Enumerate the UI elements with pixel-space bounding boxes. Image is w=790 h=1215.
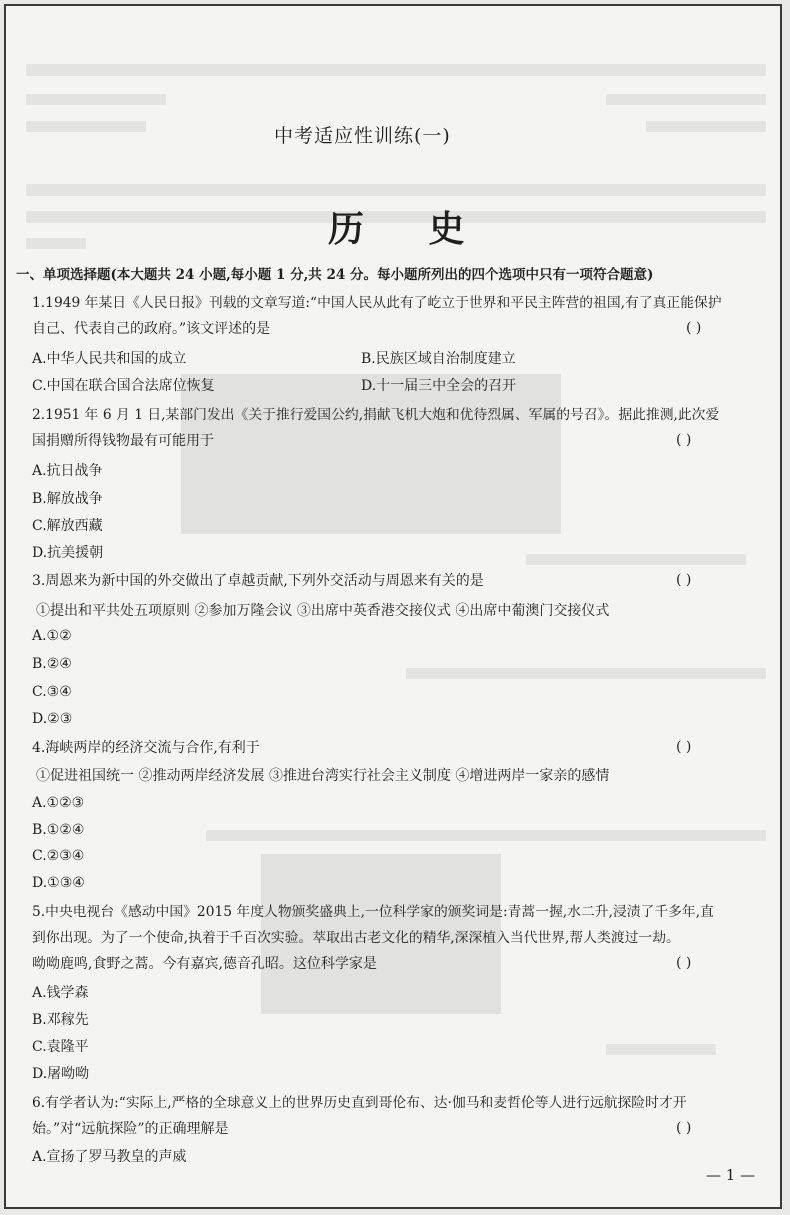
question-1-stem: 1.1949 年某日《人民日报》刊载的文章写道:“中国人民从此有了屹立于世界和平民主阵营的祖国,有了真正能保护 <box>32 295 722 311</box>
question-6-stem: 始。”对“远航探险”的正确理解是 <box>32 1121 229 1137</box>
page-number: — 1 — <box>706 1166 756 1184</box>
exam-page <box>4 4 782 1209</box>
option-c: C.②③④ <box>32 848 85 864</box>
question-5-stem: 5.中央电视台《感动中国》2015 年度人物颁奖盛典上,一位科学家的颁奖词是:青蒿一握,水二升,浸渍了千多年,直 <box>32 904 714 920</box>
answer-bracket: ( ) <box>676 432 692 448</box>
option-a: A.抗日战争 <box>32 463 103 479</box>
option-d: D.十一届三中全会的召开 <box>361 378 517 394</box>
option-b: B.邓稼先 <box>32 1012 89 1028</box>
section-heading: 一、单项选择题(本大题共 24 小题,每小题 1 分,共 24 分。每小题所列出的四个选项中只有一项符合题意) <box>16 267 654 283</box>
bleed-through-text <box>26 238 86 249</box>
bleed-through-text <box>606 1044 716 1055</box>
answer-bracket: ( ) <box>686 320 702 336</box>
option-d: D.屠呦呦 <box>32 1066 90 1082</box>
bleed-through-text <box>526 554 746 565</box>
page-title: 历 史 <box>328 208 491 250</box>
option-b: B.①②④ <box>32 822 85 838</box>
bleed-through-text <box>26 184 766 196</box>
bleed-through-text <box>206 830 766 841</box>
bleed-through-text <box>646 121 766 132</box>
option-d: D.①③④ <box>32 875 85 891</box>
bleed-through-text <box>406 668 766 679</box>
option-a: A.钱学森 <box>32 985 89 1001</box>
option-c: C.③④ <box>32 684 72 700</box>
option-b: B.②④ <box>32 656 72 672</box>
bleed-through-text <box>26 64 766 76</box>
question-3-items: ①提出和平共处五项原则 ②参加万隆会议 ③出席中英香港交接仪式 ④出席中葡澳门交接仪式 <box>36 603 610 619</box>
question-4-items: ①促进祖国统一 ②推动两岸经济发展 ③推进台湾实行社会主义制度 ④增进两岸一家亲的感情 <box>36 768 610 784</box>
option-a: A.①② <box>32 628 72 644</box>
option-c: C.袁隆平 <box>32 1039 89 1055</box>
question-2-stem: 2.1951 年 6 月 1 日,某部门发出《关于推行爱国公约,捐献飞机大炮和优待烈属、军属的号召》。据此推测,此次爱 <box>32 407 720 423</box>
bleed-through-text <box>606 94 766 105</box>
answer-bracket: ( ) <box>676 955 692 971</box>
answer-bracket: ( ) <box>676 739 692 755</box>
option-d: D.②③ <box>32 711 73 727</box>
option-c: C.解放西藏 <box>32 518 103 534</box>
question-6-stem: 6.有学者认为:“实际上,严格的全球意义上的世界历史直到哥伦布、达·伽马和麦哲伦等人进行远航探险时才开 <box>32 1095 687 1111</box>
question-3-stem: 3.周恩来为新中国的外交做出了卓越贡献,下列外交活动与周恩来有关的是 <box>32 573 484 589</box>
exam-subtitle: 中考适应性训练(一) <box>274 125 451 147</box>
question-2-stem: 国捐赠所得钱物最有可能用于 <box>32 433 214 449</box>
answer-bracket: ( ) <box>676 1120 692 1136</box>
bleed-through-text <box>26 121 146 132</box>
option-a: A.宣扬了罗马教皇的声威 <box>32 1149 187 1165</box>
option-d: D.抗美援朝 <box>32 545 104 561</box>
question-5-stem: 到你出现。为了一个使命,执着于千百次实验。萃取出古老文化的精华,深深植入当代世界,帮人类渡过一劫。 <box>32 930 680 946</box>
question-1-stem: 自己、代表自己的政府。”该文评述的是 <box>32 321 271 337</box>
option-a: A.①②③ <box>32 795 85 811</box>
option-b: B.民族区域自治制度建立 <box>361 351 516 367</box>
bleed-through-text <box>26 94 166 105</box>
question-5-stem: 呦呦鹿鸣,食野之蒿。今有嘉宾,德音孔昭。这位科学家是 <box>32 956 377 972</box>
bleed-through-image <box>181 374 561 534</box>
answer-bracket: ( ) <box>676 572 692 588</box>
question-4-stem: 4.海峡两岸的经济交流与合作,有利于 <box>32 740 260 756</box>
option-b: B.解放战争 <box>32 491 103 507</box>
option-a: A.中华人民共和国的成立 <box>32 351 187 367</box>
option-c: C.中国在联合国合法席位恢复 <box>32 378 215 394</box>
